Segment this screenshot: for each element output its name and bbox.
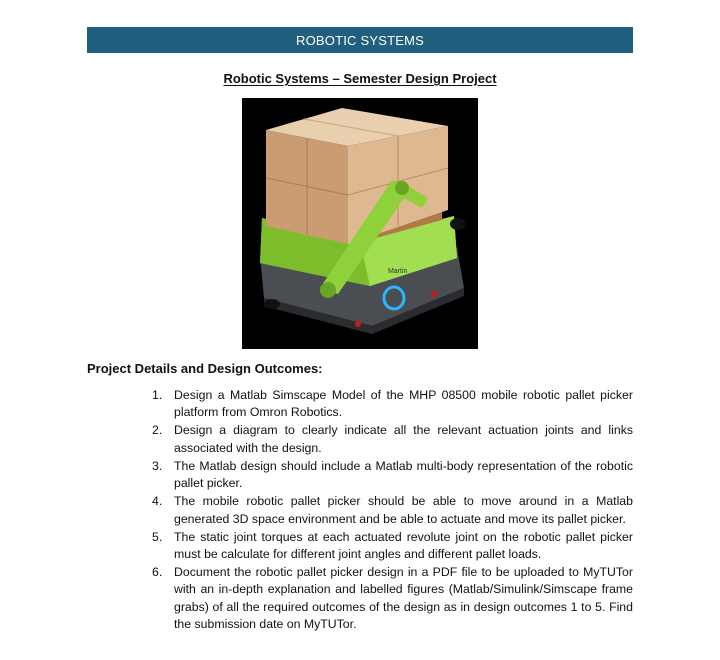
list-item: [150, 493, 633, 528]
section-banner: [87, 27, 633, 53]
list-item-number: 1.: [152, 388, 163, 402]
list-item: [150, 458, 633, 493]
list-item: [150, 564, 633, 634]
document-title: Robotic Systems – Semester Design Project: [223, 71, 497, 86]
list-item-text: The mobile robotic pallet picker should be able to move around in a Matlab generated 3D space environment and be able to actuate and move its pallet picker.: [174, 494, 633, 526]
design-outcomes-list: [150, 387, 633, 634]
list-item-number: 5.: [152, 529, 163, 544]
list-item-number: 4.: [152, 494, 163, 509]
list-item-number: 2.: [152, 423, 163, 438]
list-item-text: The Matlab design should include a Matlab multi-body representation of the robotic pallet picker.: [174, 458, 633, 491]
robot-image: [242, 98, 478, 349]
list-item-text: Document the robotic pallet picker design in a PDF file to be uploaded to MyTUTor with an in-depth explanation and labelled figures (Matlab/Simulink/Simscape frame grabs) of all the required outcomes of the design as in design outcomes 1 to 5. Find the submission date on MyTUTor.: [174, 565, 633, 632]
list-item-text: Design a Matlab Simscape Model of the MHP 08500 mobile robotic pallet picker platform from Omron Robotics.: [174, 388, 633, 420]
banner-text: ROBOTIC SYSTEMS: [296, 32, 424, 48]
list-item: [150, 422, 633, 457]
section-heading: Project Details and Design Outcomes:: [87, 361, 323, 376]
robot-brand-label: Martin: [388, 268, 408, 275]
list-item-text: The static joint torques at each actuated revolute joint on the robotic pallet picker must be calculate for different joint angles and different pallet loads.: [174, 529, 633, 562]
list-item: [150, 387, 633, 422]
list-item: [150, 529, 633, 564]
list-item-number: 3.: [152, 458, 163, 473]
list-item-number: 6.: [152, 565, 163, 580]
list-item-text: Design a diagram to clearly indicate all the relevant actuation joints and links associated with the design.: [174, 423, 633, 455]
